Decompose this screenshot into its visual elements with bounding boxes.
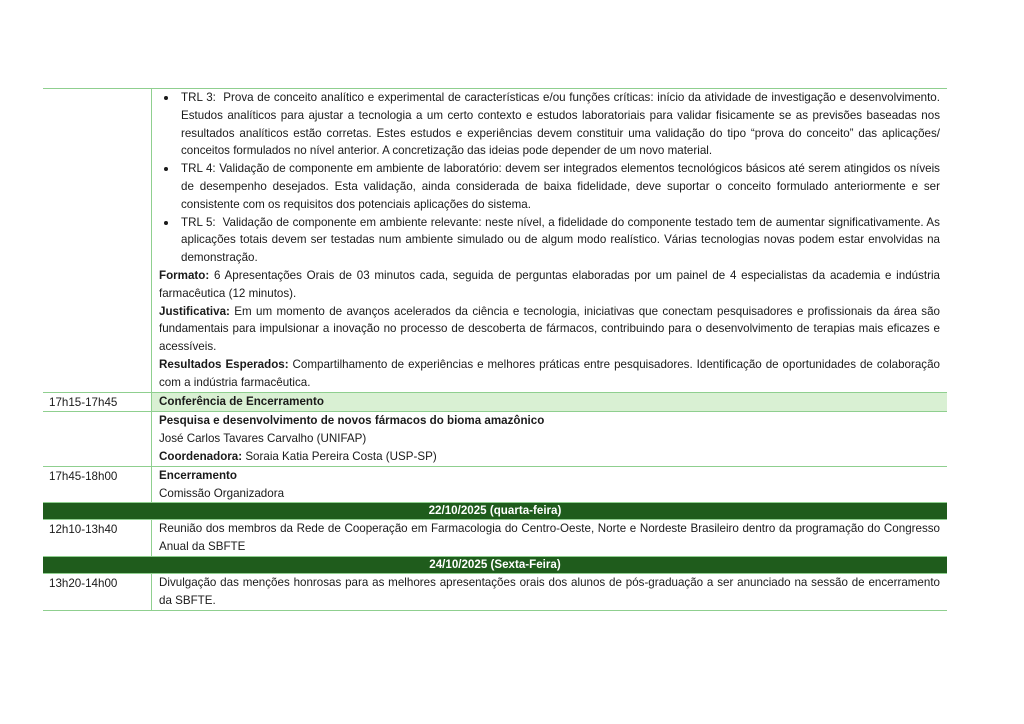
reuniao-text: Reunião dos membros da Rede de Cooperação em Farmacologia do Centro-Oeste, Norte e Nordeste Brasileiro dentro da programação do Congresso Anual da SBFTE	[151, 520, 947, 556]
conferencia-row	[43, 393, 947, 413]
conferencia-talk-cell	[151, 412, 947, 465]
formato-paragraph	[159, 267, 940, 303]
encerramento-time: 17h45-18h00	[49, 469, 118, 483]
trl-3-text: Prova de conceito analítico e experimental de características e/ou funções críticas: início da atividade de investigação e desenvolvimento. Estudos analíticos para ajustar a tecnologia a um certo contexto e estudos laboratoriais para validar fisicamente se as previsões baseadas nos resultados analíticos estão corretas. Estes estudos e experiências devem constituir uma validação do tipo “prova do conceito” das aplicações/ conceitos formulados no nível anterior. A concretização das ideias pode depender de um novo material.	[181, 91, 940, 158]
trl-4-item	[181, 160, 940, 213]
resultados-text: Compartilhamento de experiências e melhores práticas entre pesquisadores. Identificação de oportunidades de colaboração com a indústria farmacêutica.	[159, 357, 940, 389]
encerramento-sub: Comissão Organizadora	[159, 486, 285, 500]
reuniao-row	[43, 520, 947, 557]
trl-4-label: TRL 4:	[181, 162, 216, 176]
conferencia-talk-row	[43, 412, 947, 466]
resultados-label: Resultados Esperados:	[159, 357, 289, 371]
coord-label: Coordenadora:	[159, 449, 243, 463]
time-cell-empty	[43, 412, 151, 465]
resultados-paragraph	[159, 356, 940, 392]
trl-3-label: TRL 3:	[181, 91, 216, 104]
talk-speaker: José Carlos Tavares Carvalho (UNIFAP)	[159, 432, 367, 446]
mencoes-text: Divulgação das menções honrosas para as melhores apresentações orais dos alunos de pós-graduação a ser anunciado na sessão de encerramento da SBFTE.	[151, 574, 947, 610]
day-header-22: 22/10/2025 (quarta-feira)	[43, 503, 947, 520]
schedule-table	[43, 88, 947, 611]
encerramento-row	[43, 467, 947, 504]
encerramento-title: Encerramento	[159, 468, 237, 482]
conferencia-time: 17h15-17h45	[49, 395, 118, 409]
justificativa-paragraph	[159, 303, 940, 356]
day-header-24: 24/10/2025 (Sexta-Feira)	[43, 557, 947, 574]
mencoes-time: 13h20-14h00	[49, 576, 118, 590]
trl-3-item	[181, 89, 940, 160]
justificativa-text: Em um momento de avanços acelerados da ciência e tecnologia, iniciativas que conectam pesquisadores e profissionais da área são fundamentais para impulsionar a inovação no processo de descoberta de fármacos, contribuindo para o desenvolvimento de terapias mais eficazes e acessíveis.	[159, 304, 940, 354]
session-details-row	[43, 88, 947, 393]
talk-title: Pesquisa e desenvolvimento de novos fármacos do bioma amazônico	[159, 414, 545, 428]
time-cell-empty	[43, 89, 151, 392]
formato-text: 6 Apresentações Orais de 03 minutos cada, seguida de perguntas elaboradas por um painel de 4 especialistas da academia e indústria farmacêutica (12 minutos).	[159, 268, 940, 300]
mencoes-row	[43, 574, 947, 611]
trl-5-text: Validação de componente em ambiente relevante: neste nível, a fidelidade do componente testado tem de aumentar significativamente. As aplicações totais devem ser testadas num ambiente simulado ou de algum modo realístico. Várias tecnologias novas podem estar envolvidas na demonstração.	[181, 215, 940, 265]
encerramento-cell	[151, 467, 947, 503]
trl-5-label: TRL 5:	[181, 215, 216, 229]
conferencia-title: Conferência de Encerramento	[159, 394, 324, 408]
formato-label: Formato:	[159, 268, 210, 282]
coord-name: Soraia Katia Pereira Costa (USP-SP)	[245, 449, 437, 463]
trl-list	[159, 89, 940, 267]
conferencia-title-cell	[151, 393, 947, 412]
trl-5-item	[181, 214, 940, 267]
justificativa-label: Justificativa:	[159, 304, 230, 318]
session-details-cell	[151, 89, 947, 392]
reuniao-time: 12h10-13h40	[49, 523, 118, 537]
trl-4-text: Validação de componente em ambiente de laboratório: devem ser integrados elementos tecnológicos básicos até serem atingidos os níveis de desempenho desejados. Esta validação, ainda considerada de baixa fidelidade, deve suportar o conceito formulado anteriormente e ser consistente com os requisitos dos potenciais aplicações do sistema.	[181, 162, 940, 211]
